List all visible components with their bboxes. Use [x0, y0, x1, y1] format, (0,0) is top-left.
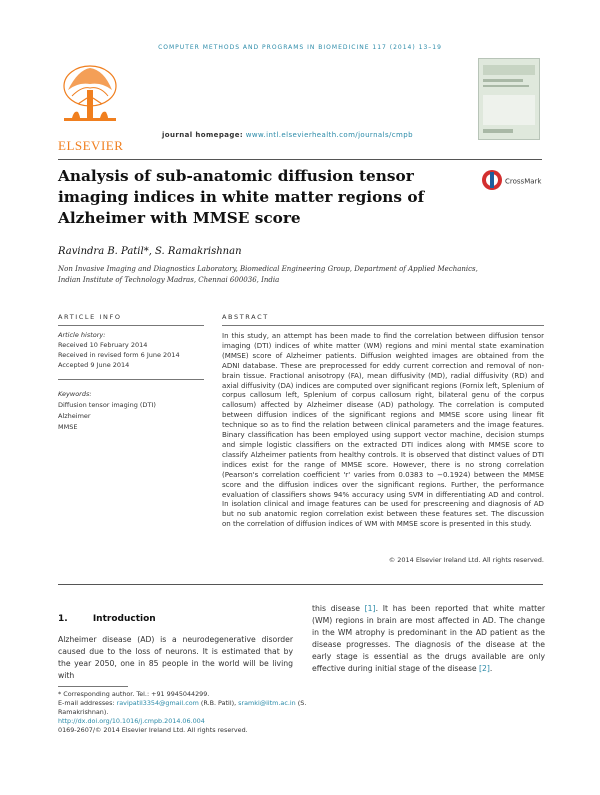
journal-header: COMPUTER METHODS AND PROGRAMS IN BIOMEDICINE 117 (2014) 13–19	[158, 44, 442, 51]
abstract-heading: ABSTRACT	[222, 313, 269, 321]
accepted-date: Accepted 9 June 2014	[58, 361, 130, 369]
citation-link[interactable]: [1]	[364, 604, 376, 613]
crossmark-label: CrossMark	[505, 177, 542, 186]
history-label: Article history:	[58, 331, 106, 339]
article-info-heading: ARTICLE INFO	[58, 313, 122, 321]
abstract-divider	[222, 325, 544, 326]
keywords-label: Keywords:	[58, 390, 92, 398]
keyword: Alzheimer	[58, 412, 91, 420]
journal-homepage	[162, 131, 413, 139]
crossmark-badge[interactable]	[481, 168, 543, 192]
email-addresses: E-mail addresses: ravipatil3354@gmail.com (R.B. Patil), sramki@iitm.ac.in (S. Ramakrishnan).	[58, 699, 307, 716]
citation-link[interactable]: [2]	[479, 664, 490, 674]
section-number: 1.	[58, 614, 68, 624]
received-date: Received 10 February 2014	[58, 341, 148, 349]
doi-link[interactable]: http://dx.doi.org/10.1016/j.cmpb.2014.06.004	[58, 717, 205, 725]
intro-left-column: Alzheimer disease (AD) is a neurodegenerative disorder caused due to the loss of neurons. It is estimated that by the year 2050, one in 85 people in the world will be living with	[58, 635, 293, 681]
footnote-divider	[58, 686, 128, 687]
intro-right-column: this disease [1]. It has been reported that white matter (WM) regions in brain are most affected in AD. The change in the WM atrophy is predominant in the AD patient as the disease progresses. The diagnosis of the disease at the early stage is essential as the drugs available are only effective during initial stage of the disease [2].	[312, 604, 545, 674]
header-divider	[58, 159, 542, 160]
journal-cover-thumbnail	[478, 58, 540, 140]
email-link[interactable]: ravipatil3354@gmail.com	[116, 699, 199, 707]
homepage-link[interactable]: www.intl.elsevierhealth.com/journals/cmpb	[245, 131, 413, 139]
keyword: MMSE	[58, 423, 78, 431]
publisher-name: ELSEVIER	[58, 138, 124, 153]
email-link[interactable]: sramki@iitm.ac.in	[238, 699, 296, 707]
article-title: Analysis of sub-anatomic diffusion tensor imaging indices in white matter regions of Alzheimer with MMSE score	[58, 167, 425, 227]
abstract-copyright: © 2014 Elsevier Ireland Ltd. All rights reserved.	[388, 556, 544, 564]
footnotes	[58, 690, 358, 735]
homepage-label: journal homepage:	[162, 131, 244, 139]
author-list: Ravindra B. Patil*, S. Ramakrishnan	[58, 246, 242, 257]
introduction-heading	[58, 614, 156, 624]
body-divider	[58, 584, 543, 585]
section-title: Introduction	[92, 614, 156, 624]
keyword: Diffusion tensor imaging (DTI)	[58, 401, 156, 409]
corresponding-author-note: * Corresponding author. Tel.: +91 9945044299.	[58, 690, 210, 698]
keywords-divider	[58, 379, 204, 380]
article-info-divider	[58, 325, 204, 326]
tree-icon	[58, 60, 122, 138]
issn-copyright: 0169-2607/© 2014 Elsevier Ireland Ltd. All rights reserved.	[58, 726, 248, 734]
abstract-text: In this study, an attempt has been made to find the correlation between diffusion tensor imaging (DTI) indices of white matter (WM) regions and mini mental state examination (MMSE) score of Alzheimer patients. Diffusion weighted images are obtained from the ADNI database. These are preprocessed for eddy current correction and removal of non-brain tissue. Fractional anisotropy (FA), mean diffusivity (MD), radial diffusivity (RD) and axial diffusivity (DA) indices are computed over significant regions (Fornix left, Splenium of corpus callosum left, Splenium of corpus callosum right, bilateral genu of the corpus callosum) affected by Alzheimer disease (AD) pathology. The correlation is computed between diffusion indices of the significant regions and MMSE score using linear fit technique so as to find the relation between clinical parameters and the image features. Binary classification has been employed using support vector machine, decision stumps and simple logistic classifiers on the extracted DTI indices along with MMSE score to classify Alzheimer patients from healthy controls. It is observed that distinct values of DTI indices exist for the range of MMSE score. However, there is no strong correlation (Pearson's correlation coefficient 'r' varies from 0.0383 to −0.1924) between the MMSE score and the diffusion indices over the significant regions. Further, the performance evaluation of classifiers shows 94% accuracy using SVM in differentiating AD and control. In isolation clinical and image features can be used for prescreening and diagnosis of AD but no sub anatomic region correlation exist between these features set. The discussion on the correlation of diffusion indices of WM with MMSE score is presented in this study.	[222, 331, 544, 529]
affiliation: Non Invasive Imaging and Diagnostics Laboratory, Biomedical Engineering Group, Department of Applied Mechanics, Indian Institute of Technology Madras, Chennai 600036, India	[58, 265, 478, 284]
revised-date: Received in revised form 6 June 2014	[58, 351, 180, 359]
